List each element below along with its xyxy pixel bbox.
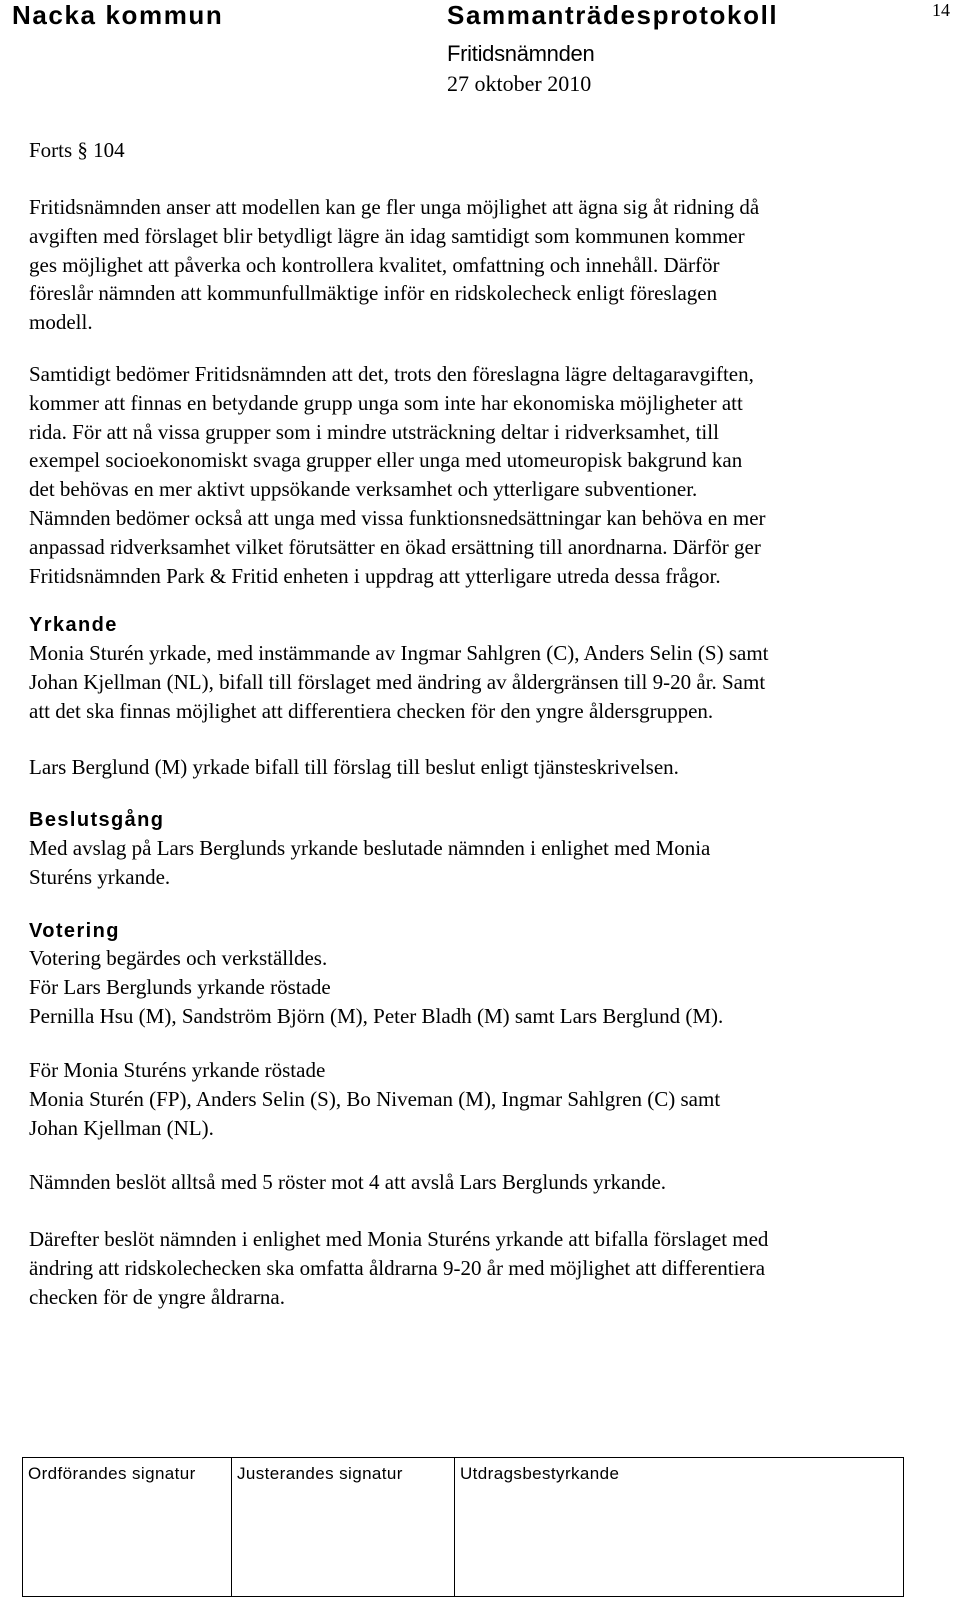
text-line: avgiften med förslaget blir betydligt lägre än idag samtidigt som kommunen kommer [29, 223, 745, 248]
text-line: För Lars Berglunds yrkande röstade [29, 974, 331, 999]
extract-certifier-cell [455, 1458, 904, 1597]
text-line: det behövas en mer aktivt uppsökande verksamhet och ytterligare subventioner. [29, 477, 698, 502]
extract-certifier-label: Utdragsbestyrkande [460, 1464, 620, 1483]
text-line: Med avslag på Lars Berglunds yrkande beslutade nämnden i enlighet med Monia [29, 836, 711, 860]
chair-signature-label: Ordförandes signatur [28, 1464, 196, 1483]
text-line: Lars Berglund (M) yrkade bifall till förslag till beslut enligt tjänsteskrivelsen. [29, 755, 679, 779]
text-line: modell. [29, 310, 93, 335]
heading-votering: Votering [29, 920, 120, 942]
text-line: ändring att ridskolechecken ska omfatta åldrarna 9-20 år med möjlighet att differentiera [29, 1255, 766, 1280]
text-line: Johan Kjellman (NL). [29, 1115, 214, 1140]
adjuster-signature-cell [232, 1458, 455, 1597]
signature-table [22, 1457, 904, 1597]
text-line: Votering begärdes och verkställdes. [29, 946, 328, 970]
text-line: Monia Sturén (FP), Anders Selin (S), Bo Niveman (M), Ingmar Sahlgren (C) samt [29, 1086, 721, 1111]
text-line: att det ska finnas möjlighet att differentiera checken för den yngre åldersgruppen. [29, 698, 714, 723]
paragraph-votering-for-sturen [29, 1056, 929, 1142]
text-line: ges möjlighet att påverka och kontrollera kvalitet, omfattning och innehåll. Därför [29, 252, 720, 277]
heading-yrkande: Yrkande [29, 614, 118, 636]
text-line: För Monia Sturéns yrkande röstade [29, 1058, 326, 1082]
meeting-date: 27 oktober 2010 [447, 71, 592, 96]
adjuster-signature-label: Justerandes signatur [237, 1464, 403, 1483]
text-line: Samtidigt bedömer Fritidsnämnden att det, trots den föreslagna lägre deltagaravgiften, [29, 362, 754, 386]
paragraph-final-decision [29, 1225, 929, 1311]
paragraph-votering-for-berglund [29, 944, 929, 1030]
page-number: 14 [932, 0, 950, 20]
text-line: Nämnden beslöt alltså med 5 röster mot 4 att avslå Lars Berglunds yrkande. [29, 1170, 667, 1194]
chair-signature-cell [23, 1458, 232, 1597]
text-line: Pernilla Hsu (M), Sandström Björn (M), Peter Bladh (M) samt Lars Berglund (M). [29, 1003, 724, 1028]
text-line: Johan Kjellman (NL), bifall till förslaget med ändring av åldergränsen till 9-20 år. Samt [29, 669, 766, 694]
text-line: föreslår nämnden att kommunfullmäktige inför en ridskolecheck enligt föreslagen [29, 281, 718, 306]
text-line: Därefter beslöt nämnden i enlighet med Monia Sturéns yrkande att bifalla förslaget med [29, 1227, 769, 1251]
paragraph-further-assessment [29, 360, 929, 590]
paragraph-yrkande-counter [29, 753, 929, 782]
text-line: Sturéns yrkande. [29, 864, 171, 889]
signature-row [23, 1458, 904, 1597]
paragraph-beslutsgang [29, 834, 929, 892]
header-org: Nacka kommun [12, 0, 224, 30]
text-line: kommer att finnas en betydande grupp unga som inte har ekonomiska möjligheter att [29, 390, 743, 415]
text-line: checken för de yngre åldrarna. [29, 1284, 285, 1309]
text-line: rida. För att nå vissa grupper som i mindre utsträckning deltar i ridverksamhet, till [29, 419, 719, 444]
header-doc-type: Sammanträdesprotokoll [447, 0, 779, 30]
text-line: exempel socioekonomiskt svaga grupper eller unga med utomeuropisk bakgrund kan [29, 448, 743, 473]
heading-beslutsgang: Beslutsgång [29, 809, 165, 831]
text-line: Fritidsnämnden anser att modellen kan ge fler unga möjlighet att ägna sig åt ridning då [29, 195, 760, 219]
committee-name: Fritidsnämnden [447, 41, 595, 66]
text-line: anpassad ridverksamhet vilket förutsätter en ökad ersättning till anordnarna. Därför ger [29, 534, 761, 559]
paragraph-vote-result [29, 1168, 929, 1197]
paragraph-yrkande-motion [29, 639, 929, 725]
text-line: Monia Sturén yrkade, med instämmande av Ingmar Sahlgren (C), Anders Selin (S) samt [29, 641, 769, 665]
section-reference: Forts § 104 [29, 138, 125, 162]
paragraph-assessment [29, 193, 929, 337]
text-line: Fritidsnämnden Park & Fritid enheten i uppdrag att ytterligare utreda dessa frågor. [29, 563, 721, 588]
text-line: Nämnden bedömer också att unga med vissa funktionsnedsättningar kan behöva en mer [29, 505, 766, 530]
